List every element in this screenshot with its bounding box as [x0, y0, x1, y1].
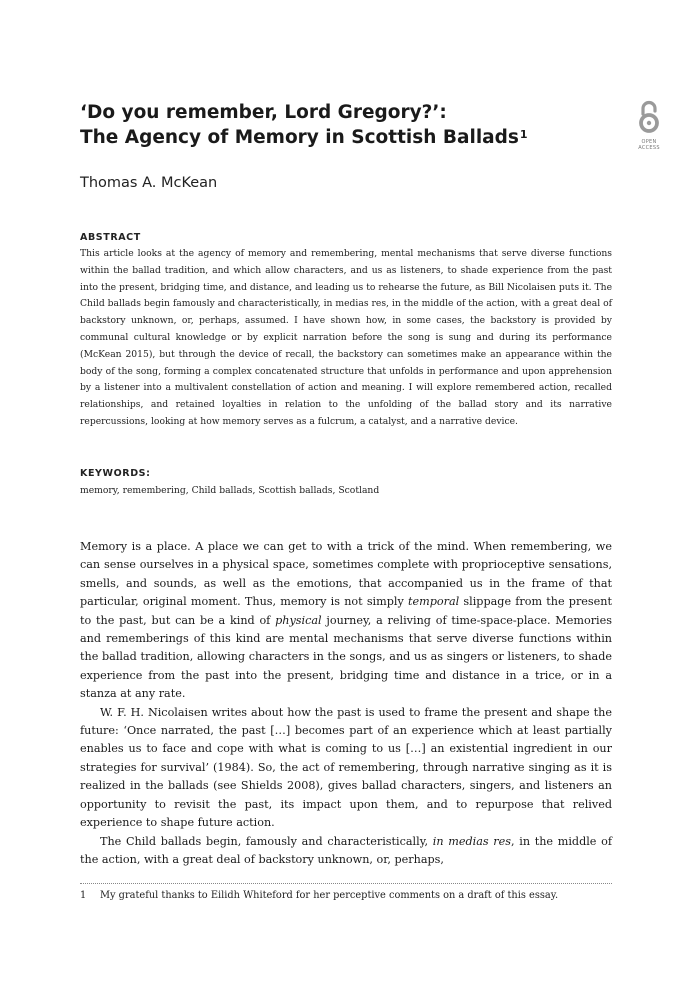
title-line-1: ‘Do you remember, Lord Gregory?’: — [80, 102, 447, 123]
footnote-divider — [80, 883, 612, 884]
body-paragraph-1: Memory is a place. A place we can get to with a trick of the mind. When remembering, we can sense ourselves in a physical space, sometimes complete with proprioceptive sensations, smells, and sounds, as well as the emotions, that accompanied us in the frame of that particular, original moment. Thus, memory is not simply temporal slippage from the present to the past, but can be a kind of physical journey, a reliving of time-space-place. Memories and rememberings of this kind are mental mechanisms that serve diverse functions within the ballad tradition, allowing characters in the songs, and us as singers or listeners, to shade experience from the past into the present, bridging time and distance in a trice, or in a stanza at any rate. — [80, 540, 612, 701]
open-access-label: OPEN ACCESS — [638, 139, 660, 151]
abstract-text: This article looks at the agency of memory and remembering, mental mechanisms that serve diverse functions within the ballad tradition, and which allow characters, and us as listeners, to shade experience from the past into the present, bridging time, and distance, and leading us to rehearse the future, as Bill Nicolaisen puts it. The Child ballads begin famously and characteristically, in medias res, in the middle of the action, with a great deal of backstory unknown, or, perhaps, assumed. I have shown how, in some cases, the backstory is provided by communal cultural knowledge or by explicit narration before the song is sung and during its performance (McKean 2015), but through the device of recall, the backstory can sometimes make an appearance within the body of the song, forming a complex concatenated structure that unfolds in performance and upon apprehension by a listener into a multivalent constellation of action and meaning. I will explore remembered action, recalled relationships, and retained loyalties in relation to the unfolding of the ballad story and its narrative repercussions, looking at how memory serves as a fulcrum, a catalyst, and a narrative device. — [80, 248, 612, 427]
keywords-text: memory, remembering, Child ballads, Scottish ballads, Scotland — [80, 485, 380, 496]
article-body — [80, 538, 612, 869]
footnote-number: 1 — [80, 890, 87, 901]
open-access-icon — [638, 100, 660, 134]
title-line-2: The Agency of Memory in Scottish Ballads — [80, 127, 519, 148]
keywords-heading: KEYWORDS: — [80, 468, 151, 479]
title-footnote-marker[interactable]: 1 — [519, 128, 528, 141]
article-title — [80, 100, 600, 150]
body-paragraph-2: W. F. H. Nicolaisen writes about how the past is used to frame the present and shape the future: ‘Once narrated, the past […] becomes part of an experience which at least partially enables us to face and cope with what is coming to us […] an existential ingredient in our strategies for survival’ (1984). So, the act of remembering, through narrative singing as it is realized in the ballads (see Shields 2008), gives ballad characters, singers, and listeners an opportunity to revisit the past, its impact upon them, and to repurpose that relived experience to shape future action. — [80, 705, 612, 830]
footnote — [80, 888, 612, 904]
open-access-badge — [628, 100, 670, 151]
abstract-heading: ABSTRACT — [80, 232, 141, 243]
body-paragraph-3: The Child ballads begin, famously and characteristically, in medias res, in the middle of the action, with a great deal of backstory unknown, or, perhaps, — [80, 834, 612, 866]
footnote-text: My grateful thanks to Eilidh Whiteford for her perceptive comments on a draft of this essay. — [100, 890, 559, 901]
author-name: Thomas A. McKean — [80, 175, 218, 191]
